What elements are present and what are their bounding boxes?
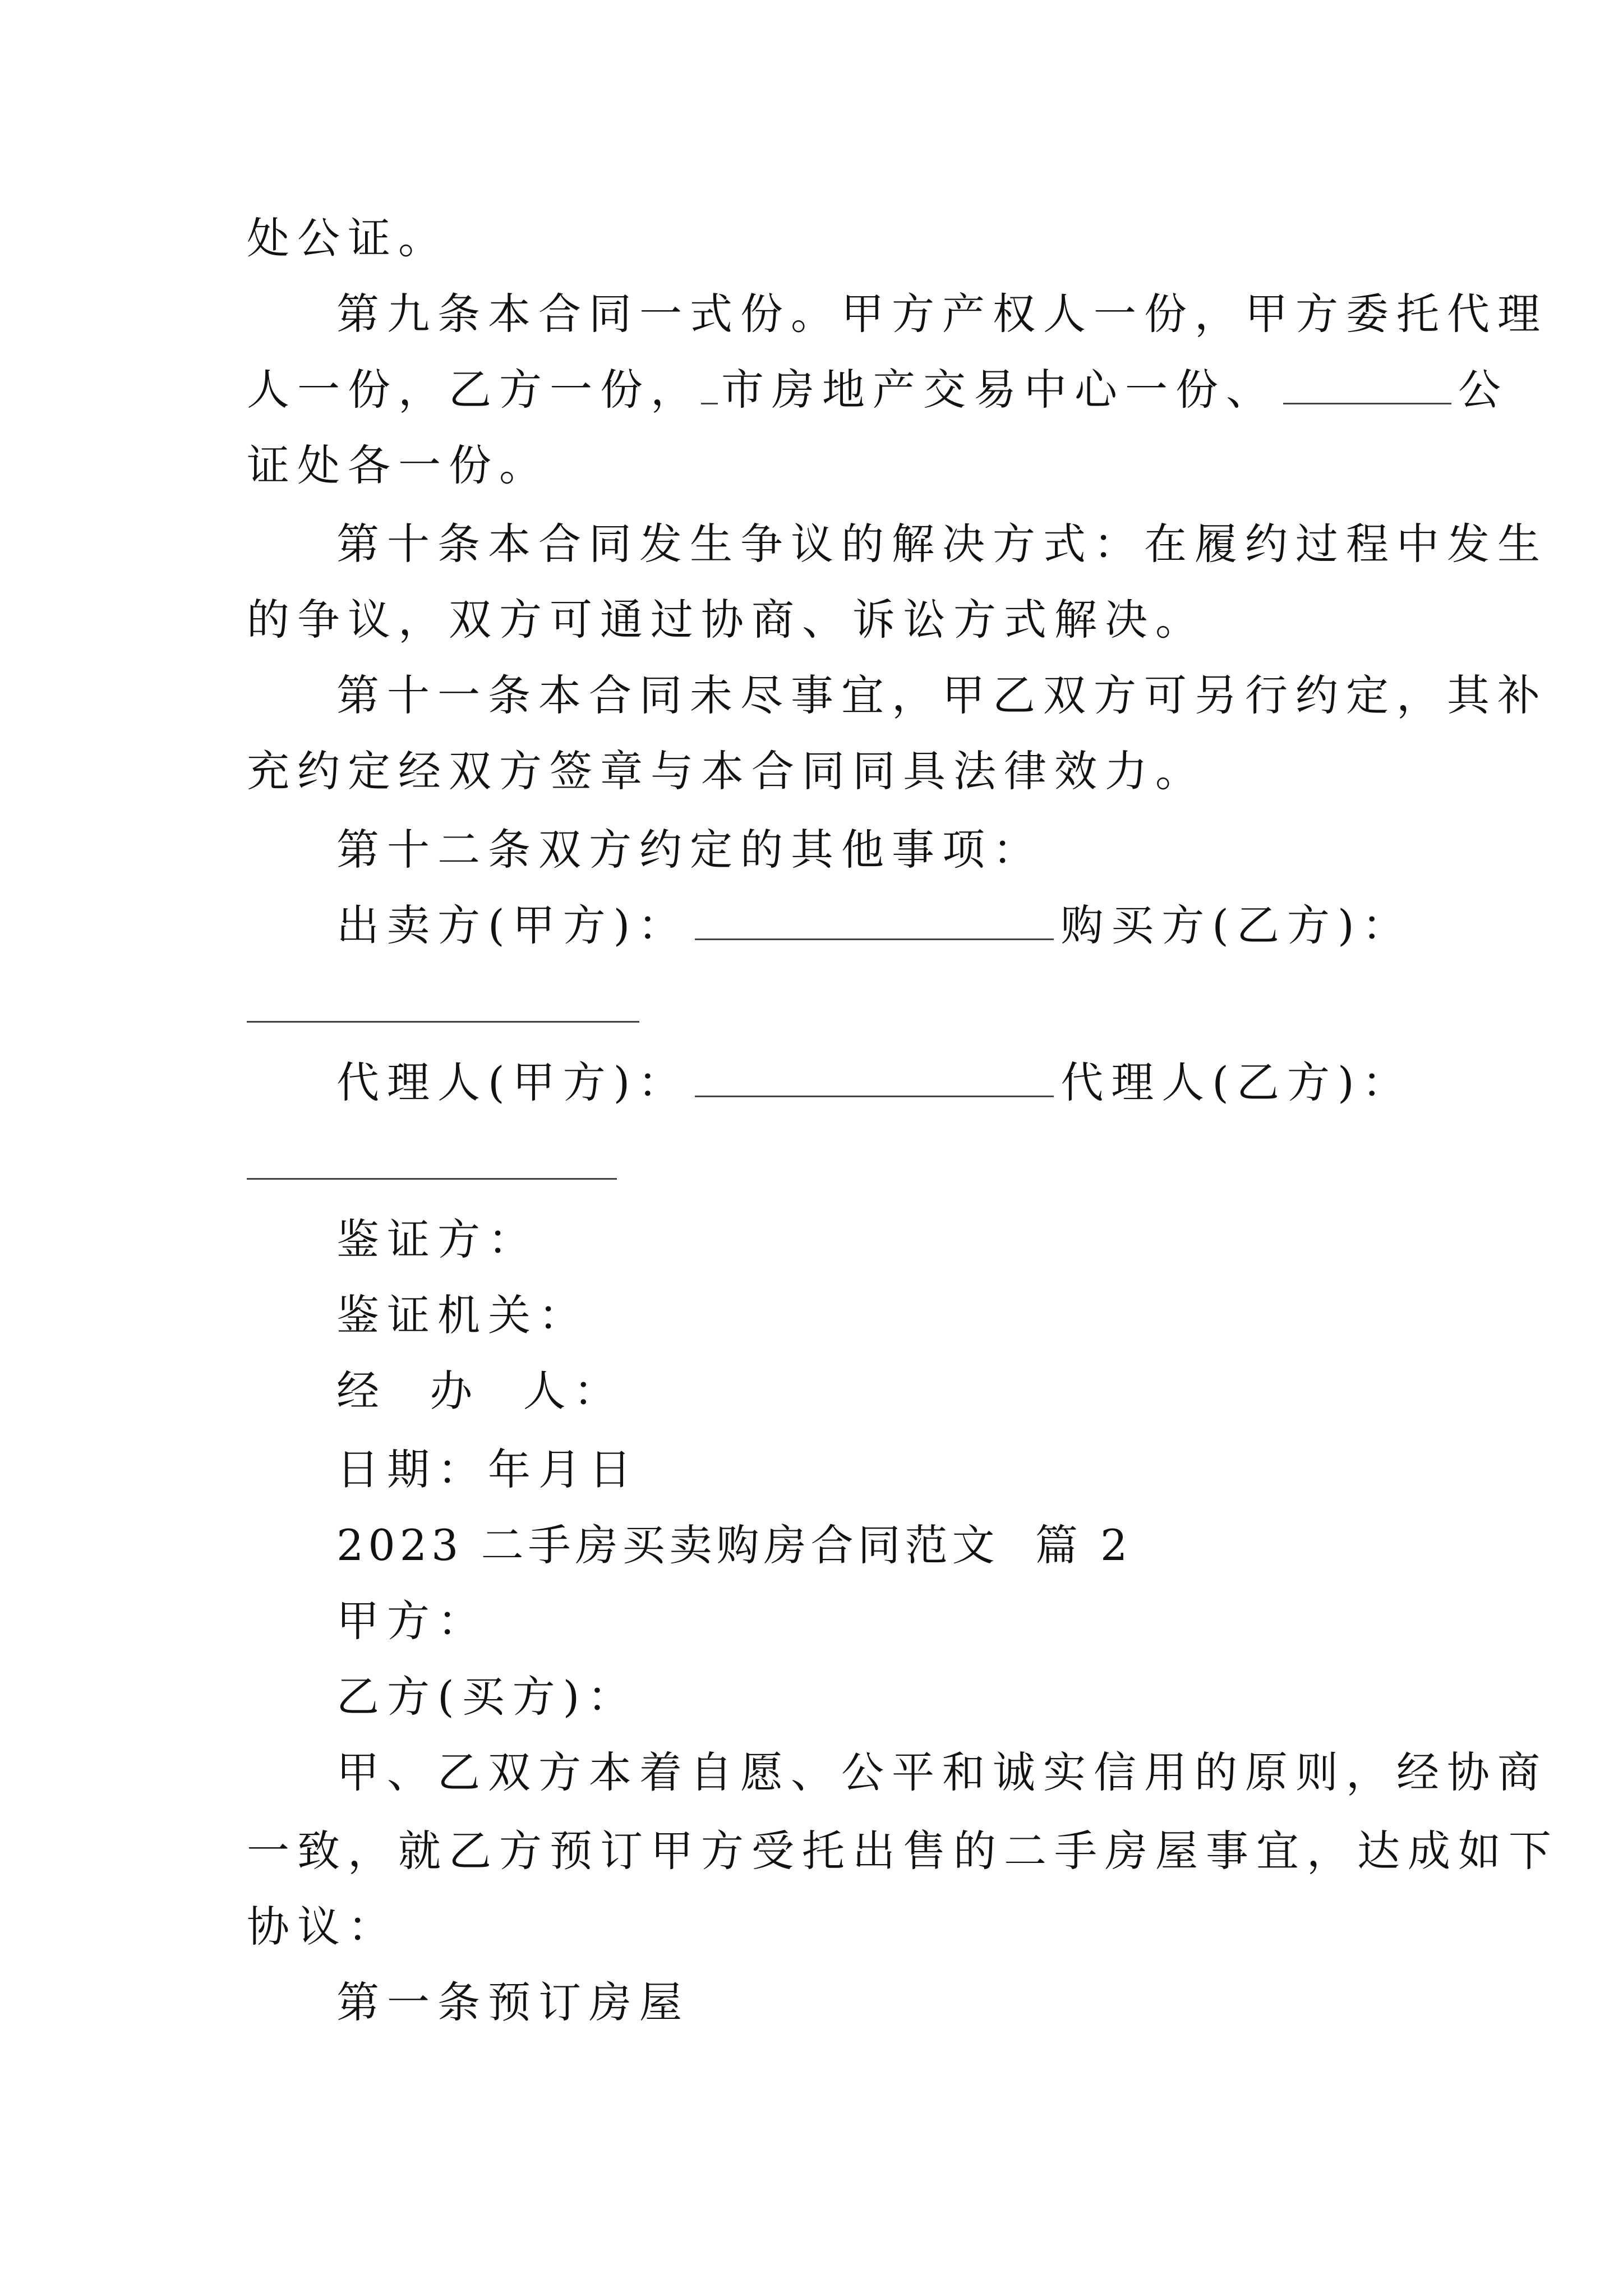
text-line: 的争议，双方可通过协商、诉讼方式解决。 [247,595,1206,645]
witness-authority-label: 鉴证机关： [336,1290,589,1340]
section-heading: 2023 二手房买卖购房合同范文 篇 2 [336,1520,1132,1570]
seller-signature-blank [695,899,1054,940]
text-line: 充约定经双方签章与本合同同具法律效力。 [247,746,1206,796]
buyer-signature-blank [247,1021,639,1023]
text-line: 证处各一份。 [247,440,550,490]
seller-buyer-line [336,898,1413,954]
blank-field [701,364,718,404]
clause-11-title: 第十一条本合同未尽事宜，甲乙双方可另行约定，其补 [336,670,1548,720]
text-segment: 人一份，乙方一份， [247,365,701,415]
preamble-line: 甲、乙双方本着自愿、公平和诚实信用的原则，经协商 [336,1747,1548,1797]
buyer-label: 购买方(乙方)： [1061,900,1413,950]
blank-field [1283,364,1451,404]
text-line: 处公证。 [247,213,449,263]
text-line: 协议： [247,1902,398,1952]
party-a-label: 甲方： [336,1596,488,1646]
witness-label: 鉴证方： [336,1214,538,1264]
seller-label: 出卖方(甲方)： [336,900,689,950]
agent-a-signature-blank [695,1056,1054,1097]
clause-9-title: 第九条本合同一式份。甲方产权人一份，甲方委托代理 [336,289,1548,339]
agent-line [336,1055,1413,1111]
text-segment: 公 [1458,365,1509,415]
clause-1-title: 第一条预订房屋 [336,1977,690,2027]
clause-12-title: 第十二条双方约定的其他事项： [336,825,1043,875]
text-segment: 市房地产交易中心一份、 [721,365,1276,415]
handler-label: 经 办 人： [336,1366,624,1416]
party-b-label: 乙方(买方)： [336,1672,638,1722]
date-label: 日期：年月日 [336,1444,639,1494]
agent-b-label: 代理人(乙方)： [1061,1057,1413,1107]
text-line [247,362,1509,418]
agent-b-signature-blank [247,1178,617,1180]
clause-10-title: 第十条本合同发生争议的解决方式：在履约过程中发生 [336,519,1548,569]
text-line: 一致，就乙方预订甲方受托出售的二手房屋事宜，达成如下 [247,1826,1559,1876]
agent-a-label: 代理人(甲方)： [336,1057,689,1107]
